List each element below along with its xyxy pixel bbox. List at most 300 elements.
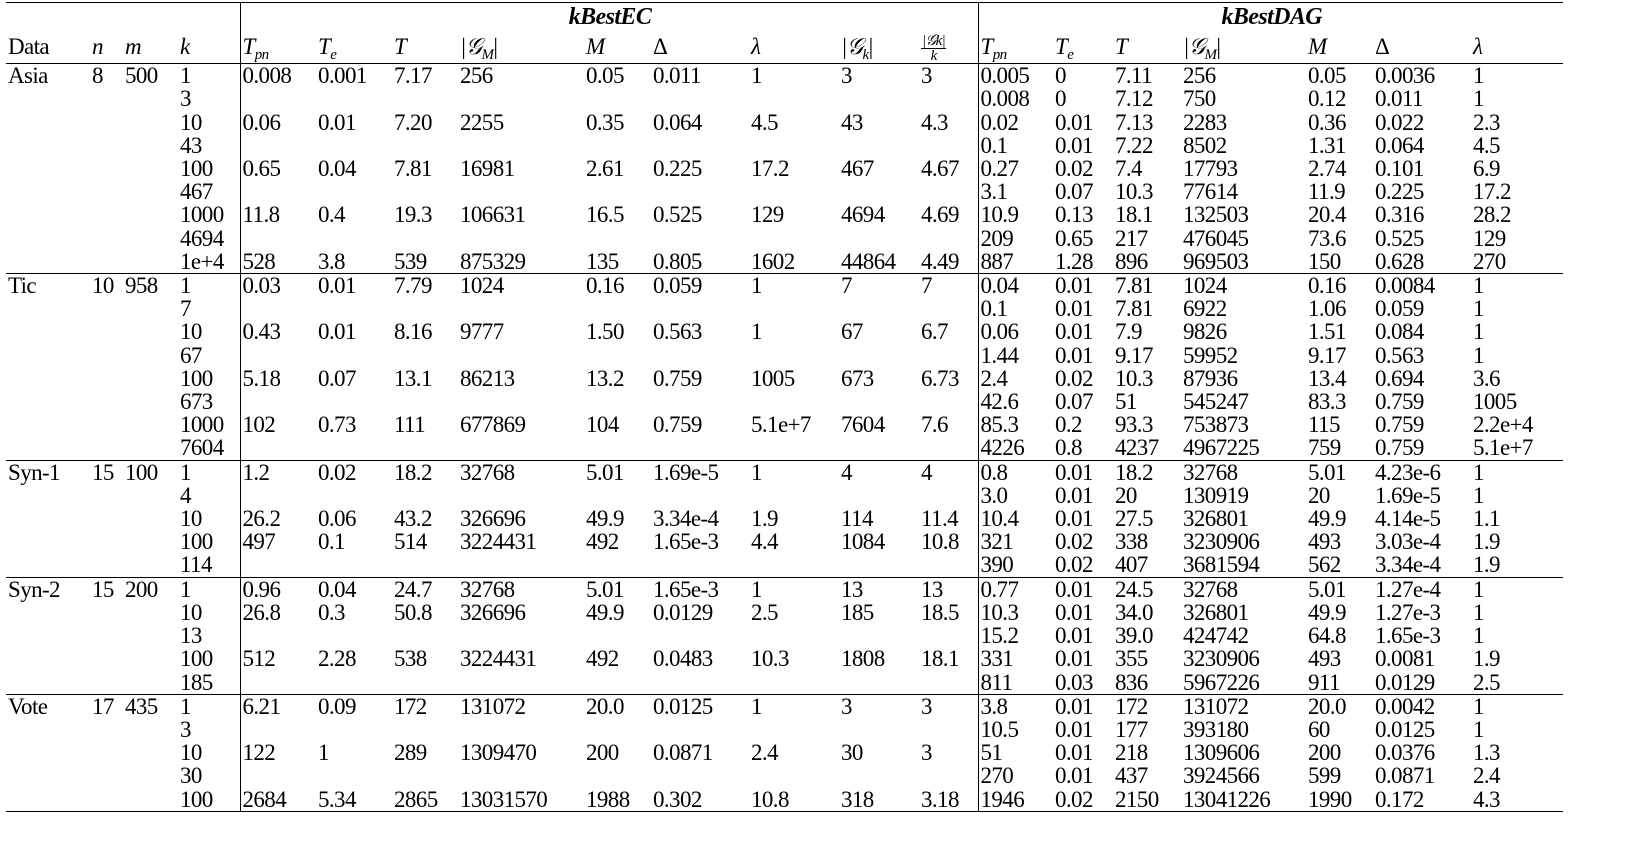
header-tail: | xyxy=(493,34,498,60)
ec-cell: 1.50 xyxy=(586,319,624,345)
dag-cell: 39.0 xyxy=(1115,623,1153,649)
ec-cell xyxy=(316,87,392,110)
ec-cell xyxy=(584,344,651,367)
k-value: 1 xyxy=(178,577,240,601)
ec-cell xyxy=(839,436,919,460)
dag-cell: 9.17 xyxy=(1308,342,1346,368)
dag-cell: 2.2e+4 xyxy=(1473,412,1533,438)
dag-cell: 0.01 xyxy=(1055,506,1093,532)
m-value xyxy=(123,344,178,367)
dag-cell: 326801 xyxy=(1183,599,1249,625)
dag-cell: 1.27e-3 xyxy=(1375,599,1441,625)
ec-cell: 0.225 xyxy=(653,156,702,182)
dag-cell: 7.13 xyxy=(1115,109,1153,135)
ec-cell: 0.1 xyxy=(318,529,345,555)
ec-cell: 7.6 xyxy=(921,412,948,438)
dag-cell: 545247 xyxy=(1183,389,1249,415)
dag-cell: 4.14e-5 xyxy=(1375,506,1441,532)
ec-cell: 102 xyxy=(240,413,316,436)
dag-cell: 0.01 xyxy=(1055,623,1093,649)
ec-cell xyxy=(919,344,978,367)
dag-cell: 1.9 xyxy=(1473,529,1500,555)
ec-cell: 18.2 xyxy=(392,460,458,484)
dag-cell: 1 xyxy=(1473,63,1484,89)
dag-cell: 1.44 xyxy=(978,344,1053,367)
ec-cell: 0.008 xyxy=(240,64,316,88)
dag-cell: 476045 xyxy=(1183,225,1249,251)
dag-cell: 9.17 xyxy=(1115,342,1153,368)
table-row xyxy=(6,671,1563,695)
header-symbol: λ xyxy=(751,34,761,60)
ec-cell xyxy=(458,344,584,367)
dag-cell: 4.3 xyxy=(1471,788,1563,812)
ec-cell: 1.65e-3 xyxy=(653,529,719,555)
ec-cell: 13.2 xyxy=(586,365,624,391)
n-value: 10 xyxy=(90,274,123,298)
k-value: 43 xyxy=(180,132,202,158)
dag-cell: 51 xyxy=(1115,389,1137,415)
dag-cell: 0.005 xyxy=(978,64,1053,88)
dag-cell: 493 xyxy=(1308,646,1341,672)
dag-cell: 59952 xyxy=(1183,342,1238,368)
table-row xyxy=(6,460,1563,484)
dag-cell: 0.05 xyxy=(1308,63,1346,89)
m-value xyxy=(123,390,178,413)
ec-cell: 44864 xyxy=(841,248,896,274)
ec-cell xyxy=(651,227,749,250)
dag-cell: 13041226 xyxy=(1181,788,1306,812)
dataset-name xyxy=(6,624,90,647)
k-value: 100 xyxy=(180,365,213,391)
k-value: 30 xyxy=(180,763,202,789)
ec-cell: 0.73 xyxy=(318,412,356,438)
ec-cell xyxy=(651,87,749,110)
ec-cell: 4.49 xyxy=(921,248,959,274)
dag-cell: 2.4 xyxy=(978,367,1053,390)
dag-cell: 1309606 xyxy=(1183,740,1260,766)
ec-cell xyxy=(839,764,919,787)
dataset-name xyxy=(6,344,90,367)
ec-cell xyxy=(316,227,392,250)
column-header-row xyxy=(6,31,1563,64)
k-value: 1 xyxy=(180,63,191,89)
k-value: 13 xyxy=(180,623,202,649)
results-table-container xyxy=(6,2,1563,812)
dag-cell: 0 xyxy=(1055,63,1066,89)
dag-cell: 32768 xyxy=(1181,460,1306,484)
header-dag-5 xyxy=(1373,31,1471,64)
table-row xyxy=(6,64,1563,88)
ec-cell: 3 xyxy=(841,63,852,89)
ec-cell: 0.525 xyxy=(653,202,702,228)
ec-cell: 13 xyxy=(919,577,978,601)
dag-cell: 0.759 xyxy=(1375,412,1424,438)
dag-cell: 3924566 xyxy=(1183,763,1260,789)
table-row xyxy=(6,157,1563,180)
m-value xyxy=(123,180,178,203)
dag-cell: 0.172 xyxy=(1373,788,1471,812)
ec-cell: 0.04 xyxy=(318,156,356,182)
dataset-name xyxy=(6,227,90,250)
dataset-name xyxy=(6,413,90,436)
ec-cell: 0.96 xyxy=(240,577,316,601)
ec-cell xyxy=(392,390,458,413)
ec-cell: 11.4 xyxy=(921,506,958,532)
ec-cell xyxy=(316,344,392,367)
dataset-name xyxy=(6,180,90,203)
dag-cell: 1 xyxy=(1473,599,1484,625)
dag-cell: 969503 xyxy=(1183,248,1249,274)
ec-cell xyxy=(651,134,749,157)
dag-cell: 3.0 xyxy=(978,484,1053,507)
n-value xyxy=(90,390,123,413)
dag-cell: 2.3 xyxy=(1473,109,1500,135)
dag-cell: 20 xyxy=(1308,482,1330,508)
table-row xyxy=(6,203,1563,226)
fraction-numerator: |𝒢k| xyxy=(922,33,946,50)
header-subscript: k xyxy=(862,47,869,64)
ec-cell xyxy=(919,671,978,695)
ec-cell: 4.4 xyxy=(751,529,778,555)
ec-cell xyxy=(651,390,749,413)
n-value xyxy=(90,320,123,343)
ec-cell xyxy=(919,87,978,110)
dag-cell: 6922 xyxy=(1183,296,1227,322)
n-value xyxy=(90,601,123,624)
dag-cell: 0.02 xyxy=(1053,788,1113,812)
m-value xyxy=(123,436,178,460)
ec-cell xyxy=(839,553,919,577)
dag-cell: 1.9 xyxy=(1473,646,1500,672)
header-subscript: M xyxy=(1204,47,1217,64)
dag-cell: 1.31 xyxy=(1308,132,1346,158)
fraction xyxy=(921,34,946,63)
ec-cell: 289 xyxy=(394,740,427,766)
table-row xyxy=(6,788,1563,812)
table-row xyxy=(6,436,1563,460)
dag-cell: 0.628 xyxy=(1375,248,1424,274)
dag-cell: 0.8 xyxy=(978,460,1053,484)
dag-cell: 0.059 xyxy=(1375,296,1424,322)
ec-cell xyxy=(584,718,651,741)
dag-cell: 0.01 xyxy=(1055,646,1093,672)
ec-cell xyxy=(240,718,316,741)
ec-cell xyxy=(240,436,316,460)
dag-cell: 0.01 xyxy=(1055,482,1093,508)
ec-cell: 3224431 xyxy=(460,646,537,672)
dag-cell: 759 xyxy=(1308,435,1341,461)
dag-cell: 49.9 xyxy=(1308,506,1346,532)
dag-cell: 0.02 xyxy=(1055,156,1093,182)
ec-cell xyxy=(392,553,458,577)
dag-cell: 177 xyxy=(1115,716,1148,742)
dag-cell: 3681594 xyxy=(1183,552,1260,578)
ec-cell xyxy=(458,134,584,157)
dataset-name xyxy=(6,134,90,157)
dag-cell: 424742 xyxy=(1183,623,1249,649)
dag-cell: 750 xyxy=(1183,86,1216,112)
ec-cell: 24.7 xyxy=(392,577,458,601)
dag-cell: 407 xyxy=(1115,552,1148,578)
dag-cell: 34.0 xyxy=(1115,599,1153,625)
ec-cell: 1.65e-3 xyxy=(651,577,749,601)
ec-cell: 3.8 xyxy=(318,248,345,274)
ec-cell: 0.563 xyxy=(653,319,702,345)
ec-cell xyxy=(584,227,651,250)
dag-cell: 753873 xyxy=(1183,412,1249,438)
dag-cell: 7.81 xyxy=(1115,296,1153,322)
ec-cell: 3224431 xyxy=(460,529,537,555)
dag-cell: 24.5 xyxy=(1113,577,1181,601)
dag-cell: 9826 xyxy=(1183,319,1227,345)
m-value xyxy=(123,718,178,741)
ec-cell: 326696 xyxy=(460,506,526,532)
dag-cell: 0.01 xyxy=(1055,599,1093,625)
ec-cell xyxy=(839,297,919,320)
ec-cell: 0.4 xyxy=(318,202,345,228)
header-symbol: Δ xyxy=(653,34,668,60)
dag-cell: 3.1 xyxy=(978,180,1053,203)
dag-cell: 209 xyxy=(978,227,1053,250)
ec-cell: 0.0129 xyxy=(653,599,713,625)
ec-cell: 1309470 xyxy=(460,740,537,766)
ec-cell: 673 xyxy=(841,365,874,391)
header-tail: | xyxy=(868,34,873,60)
ec-cell: 4.67 xyxy=(921,156,959,182)
ec-cell xyxy=(651,764,749,787)
dag-cell: 599 xyxy=(1308,763,1341,789)
ec-cell xyxy=(919,484,978,507)
dag-cell: 5.01 xyxy=(1306,577,1373,601)
m-value xyxy=(123,671,178,695)
dag-cell: 270 xyxy=(978,764,1053,787)
dag-cell: 911 xyxy=(1308,669,1340,695)
ec-cell xyxy=(749,624,839,647)
ec-cell: 50.8 xyxy=(394,599,432,625)
dag-cell: 321 xyxy=(978,530,1053,553)
ec-cell: 0.07 xyxy=(318,365,356,391)
m-value xyxy=(123,134,178,157)
dag-cell: 6.9 xyxy=(1473,156,1500,182)
n-value xyxy=(90,553,123,577)
ec-cell xyxy=(240,344,316,367)
ec-cell xyxy=(749,390,839,413)
header-subscript: e xyxy=(1067,47,1074,64)
header-ec-3 xyxy=(458,31,584,64)
n-value: 15 xyxy=(90,460,123,484)
ec-cell xyxy=(240,180,316,203)
m-value xyxy=(123,601,178,624)
ec-cell: 3 xyxy=(919,694,978,718)
ec-cell: 7.17 xyxy=(394,63,432,89)
ec-cell: 0.0125 xyxy=(651,694,749,718)
ec-cell: 131072 xyxy=(458,694,584,718)
header-dag-2 xyxy=(1113,31,1181,64)
dag-cell: 10.3 xyxy=(1115,179,1153,205)
dag-cell: 562 xyxy=(1308,552,1341,578)
dataset-name xyxy=(6,250,90,274)
ec-cell xyxy=(839,227,919,250)
header-symbol: T xyxy=(242,34,255,60)
n-value xyxy=(90,413,123,436)
ec-cell: 7 xyxy=(839,274,919,298)
k-value: 67 xyxy=(180,342,202,368)
dag-cell: 217 xyxy=(1115,225,1148,251)
ec-cell: 1.69e-5 xyxy=(651,460,749,484)
dag-cell: 1.1 xyxy=(1473,506,1500,532)
dag-cell: 4237 xyxy=(1115,435,1159,461)
n-value xyxy=(90,507,123,530)
table-row xyxy=(6,530,1563,553)
ec-cell: 129 xyxy=(751,202,784,228)
dataset-name xyxy=(6,484,90,507)
n-value: 8 xyxy=(92,63,103,89)
ec-cell: 30 xyxy=(841,740,863,766)
header-tail: | xyxy=(1216,34,1221,60)
table-row xyxy=(6,624,1563,647)
dag-cell: 7.11 xyxy=(1115,63,1152,89)
ec-cell xyxy=(392,671,458,695)
n-value xyxy=(90,203,123,226)
dataset-name xyxy=(6,601,90,624)
ec-cell: 4.69 xyxy=(921,202,959,228)
header-symbol: T xyxy=(394,34,407,60)
dag-cell: 3.34e-4 xyxy=(1375,552,1441,578)
n-value xyxy=(90,718,123,741)
kbestdag-title: kBestDAG xyxy=(978,3,1563,32)
dataset-name xyxy=(6,297,90,320)
ec-cell: 1988 xyxy=(584,788,651,812)
dag-cell: 8502 xyxy=(1183,132,1227,158)
ec-cell: 0.16 xyxy=(584,274,651,298)
dag-cell: 3.6 xyxy=(1473,365,1500,391)
ec-cell: 677869 xyxy=(460,412,526,438)
dag-cell: 1 xyxy=(1471,460,1563,484)
ec-cell: 16.5 xyxy=(586,202,624,228)
ec-cell xyxy=(316,718,392,741)
ec-cell xyxy=(240,390,316,413)
ec-cell: 0.06 xyxy=(240,111,316,134)
dag-cell: 2.74 xyxy=(1308,156,1346,182)
k-value: 1 xyxy=(178,460,240,484)
ec-cell xyxy=(919,624,978,647)
dataset-name: Syn-2 xyxy=(6,577,90,601)
dataset-name xyxy=(6,764,90,787)
ec-cell: 49.9 xyxy=(586,599,624,625)
ec-cell xyxy=(839,484,919,507)
ec-cell xyxy=(839,87,919,110)
m-value: 958 xyxy=(123,274,178,298)
header-symbol: T xyxy=(1055,34,1068,60)
dag-cell: 0.022 xyxy=(1375,109,1424,135)
dag-cell: 4226 xyxy=(978,436,1053,460)
k-value: 114 xyxy=(180,552,212,578)
table-row xyxy=(6,553,1563,577)
header-k: k xyxy=(178,31,240,64)
table-row xyxy=(6,227,1563,250)
n-value xyxy=(90,788,123,812)
ec-cell: 106631 xyxy=(460,202,526,228)
m-value: 435 xyxy=(123,694,178,718)
header-symbol: M xyxy=(1308,34,1327,60)
header-ec-5 xyxy=(651,31,749,64)
dag-cell: 115 xyxy=(1308,412,1340,438)
dag-cell: 85.3 xyxy=(978,413,1053,436)
header-dag-6 xyxy=(1471,31,1563,64)
dag-cell: 0.759 xyxy=(1375,435,1424,461)
ec-cell: 2.5 xyxy=(751,599,778,625)
dataset-name: Asia xyxy=(8,63,48,89)
dag-cell: 10.4 xyxy=(978,507,1053,530)
ec-cell: 0.0483 xyxy=(653,646,713,672)
ec-cell: 20.0 xyxy=(584,694,651,718)
ec-cell: 492 xyxy=(586,529,619,555)
m-value xyxy=(123,111,178,134)
m-value xyxy=(123,764,178,787)
ec-cell: 0.064 xyxy=(653,109,702,135)
dag-cell: 7.81 xyxy=(1113,274,1181,298)
ec-cell: 122 xyxy=(240,741,316,764)
header-dag-4 xyxy=(1306,31,1373,64)
ec-cell: 4 xyxy=(919,460,978,484)
n-value xyxy=(90,111,123,134)
k-value: 100 xyxy=(180,646,213,672)
ec-cell xyxy=(316,671,392,695)
ec-cell xyxy=(240,87,316,110)
header-subscript: e xyxy=(330,47,337,64)
dag-cell: 200 xyxy=(1308,740,1341,766)
dag-cell: 1 xyxy=(1471,694,1563,718)
ec-cell: 0.059 xyxy=(651,274,749,298)
ec-cell xyxy=(584,297,651,320)
dag-cell: 5967226 xyxy=(1183,669,1260,695)
ec-cell: 0.759 xyxy=(653,365,702,391)
ec-cell: 172 xyxy=(392,694,458,718)
ec-cell xyxy=(749,553,839,577)
ec-cell: 2.4 xyxy=(751,740,778,766)
dag-cell: 3.03e-4 xyxy=(1375,529,1441,555)
header-dag-0 xyxy=(978,31,1053,64)
dag-cell: 0.16 xyxy=(1306,274,1373,298)
m-value xyxy=(123,297,178,320)
ec-cell xyxy=(240,624,316,647)
ec-cell: 43.2 xyxy=(394,506,432,532)
ec-cell: 13 xyxy=(839,577,919,601)
m-value: 100 xyxy=(123,460,178,484)
ec-cell: 18.5 xyxy=(921,599,959,625)
ec-cell: 1 xyxy=(751,63,762,89)
ec-cell xyxy=(316,764,392,787)
dag-cell: 7.9 xyxy=(1115,319,1142,345)
dataset-name xyxy=(6,157,90,180)
ec-cell: 16981 xyxy=(460,156,515,182)
ec-cell xyxy=(240,227,316,250)
m-value xyxy=(123,624,178,647)
header-symbol: T xyxy=(980,34,993,60)
dag-cell: 0.8 xyxy=(1055,435,1082,461)
ec-cell xyxy=(584,180,651,203)
ec-cell: 104 xyxy=(586,412,619,438)
ec-cell xyxy=(839,390,919,413)
table-row xyxy=(6,741,1563,764)
n-value xyxy=(90,87,123,110)
dag-cell: 4967225 xyxy=(1183,435,1260,461)
table-row xyxy=(6,694,1563,718)
table-row xyxy=(6,134,1563,157)
dataset-name xyxy=(6,87,90,110)
dag-cell: 0.008 xyxy=(978,87,1053,110)
dag-cell: 0.36 xyxy=(1308,109,1346,135)
